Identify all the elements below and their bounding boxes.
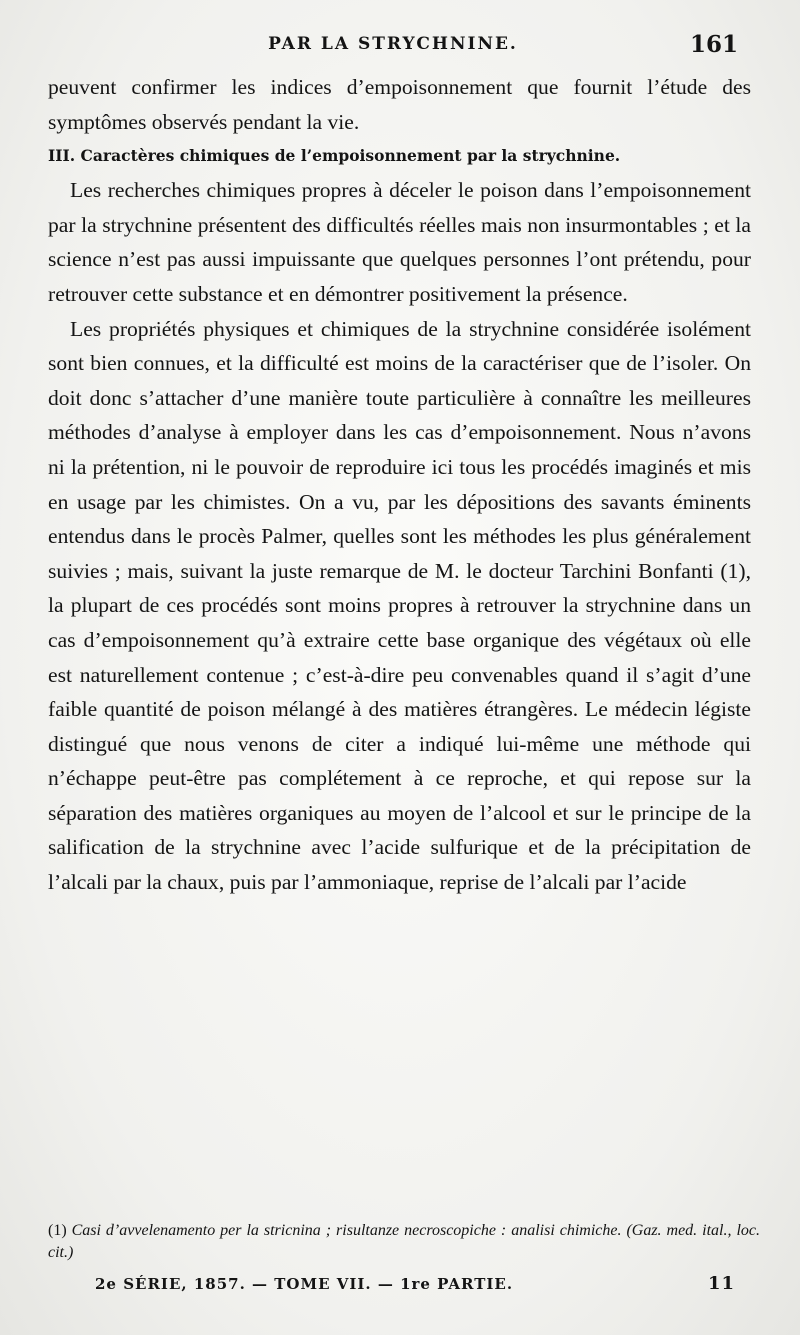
running-title: PAR LA STRYCHNINE.: [268, 34, 518, 54]
paragraph: Les propriétés physiques et chimiques de la strychnine considérée isolément sont bien connues, et la difficulté est moins de la caractériser que de l’isoler. On doit donc s’attacher d’une manière toute particulière à connaître les meilleures méthodes d’analyse à employer dans les cas d’empoisonnement. Nous n’avons ni la prétention, ni le pouvoir de reproduire ici tous les procédés imaginés et mis en usage par les chimistes. On a vu, par les dépositions des savants éminents entendus dans le procès Palmer, quelles sont les méthodes les plus généralement suivies ; mais, suivant la juste remarque de M. le docteur Tarchini Bonfanti (1), la plupart de ces procédés sont moins propres à retrouver la strychnine dans un cas d’empoisonnement qu’à extraire cette base organique des végétaux où elle est naturellement contenue ; c’est-à-dire peu convenables quand il s’agit d’une faible quantité de poison mélangé à des matières étrangères. Le médecin légiste distingué que nous venons de citer a indiqué lui-même une méthode qui n’échappe peut-être pas complétement à ce reproche, et qui repose sur la séparation des matières organiques au moyen de l’alcool et sur le principe de la salification de la strychnine avec l’acide sulfurique et de la précipitation de l’alcali par la chaux, puis par l’ammoniaque, reprise de l’alcali par l’acide: [48, 316, 751, 895]
signature-series: 2e SÉRIE, 1857. — TOME VII. — 1re PARTIE.: [95, 1275, 514, 1293]
paragraph-continuation: peuvent confirmer les indices d’empoisonnement que fournit l’étude des symptômes observés pendant la vie.: [48, 75, 751, 134]
footnote: [48, 1220, 760, 1264]
section-heading: III. Caractères chimiques de l’empoisonnement par la strychnine.: [48, 146, 621, 166]
footnote-mark: (1): [48, 1222, 67, 1239]
running-head: [48, 31, 738, 64]
signature-number: 11: [707, 1273, 735, 1294]
paragraph: Les recherches chimiques propres à déceler le poison dans l’empoisonnement par la strychnine présentent des difficultés réelles mais non insurmontables ; et la science n’est pas aussi impuissante que quelques personnes l’ont prétendu, pour retrouver cette substance et en démontrer positivement la présence.: [48, 178, 751, 306]
body-text: [48, 70, 751, 900]
page-number: 161: [689, 31, 738, 58]
footnote-text: Casi d’avvelenamento per la stricnina ; risultanze necroscopiche : analisi chimiche. (Gaz. med. ital., loc. cit.): [48, 1222, 760, 1261]
